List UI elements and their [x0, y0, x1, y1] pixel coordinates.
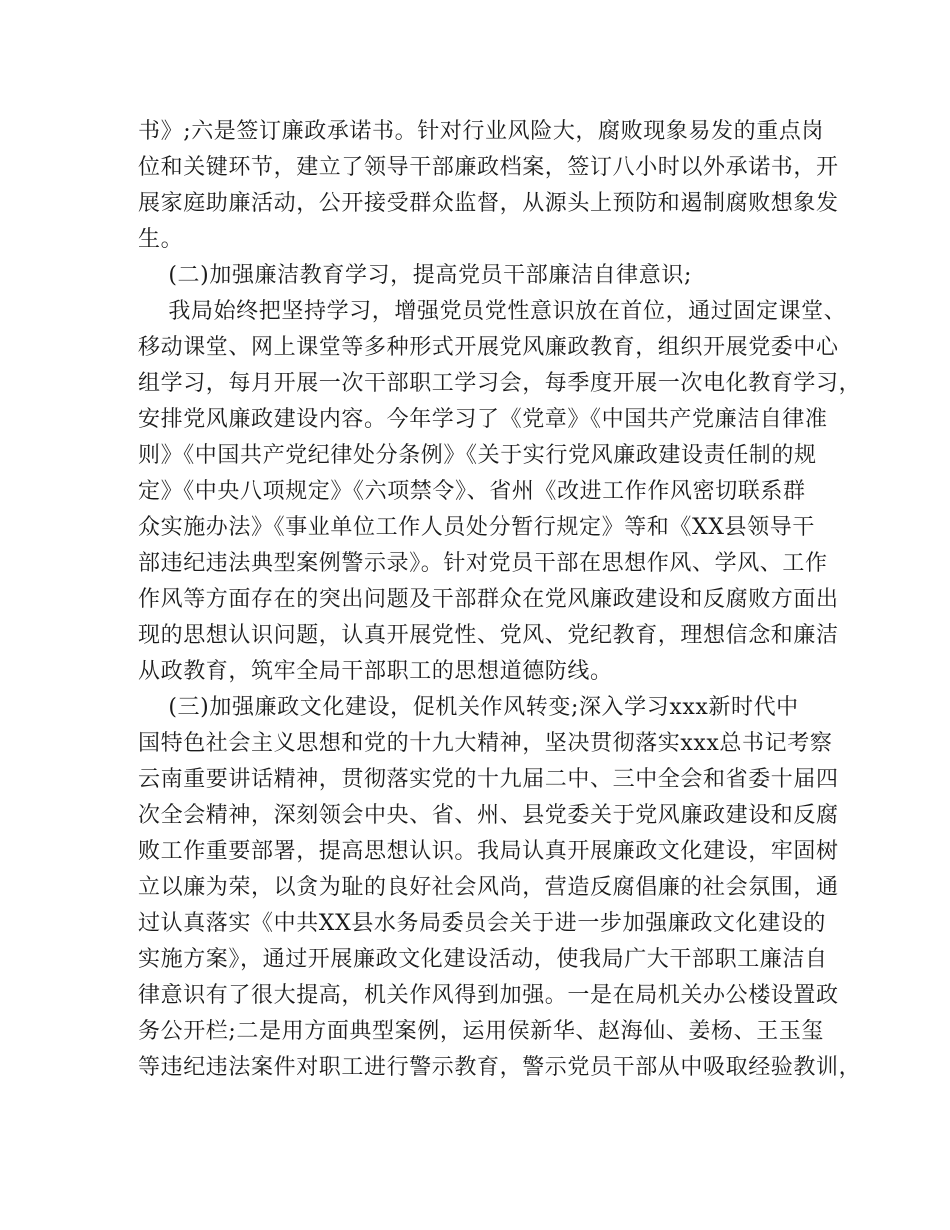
text-line: 组学习，每月开展一次干部职工学习会，每季度开展一次电化教育学习， — [138, 371, 862, 396]
text-line: 国特色社会主义思想和党的十九大精神，坚决贯彻落实xxx总书记考察 — [138, 731, 833, 756]
text-line: 书》;六是签订廉政承诺书。针对行业风险大，腐败现象易发的重点岗 — [138, 119, 825, 144]
text-line: 众实施办法》《事业单位工作人员处分暂行规定》等和《XX县领导干 — [138, 515, 815, 540]
text-line: 部违纪违法典型案例警示录》。针对党员干部在思想作风、学风、工作 — [138, 551, 828, 576]
text-line: 次全会精神，深刻领会中央、省、州、县党委关于党风廉政建设和反腐 — [138, 803, 839, 828]
text-line: 律意识有了很大提高，机关作风得到加强。一是在局机关办公楼设置政 — [138, 983, 839, 1008]
text-line: 作风等方面存在的突出问题及干部群众在党风廉政建设和反腐败方面出 — [138, 587, 839, 612]
text-line: 从政教育，筑牢全局干部职工的思想道德防线。 — [138, 659, 613, 684]
text-line: 生。 — [138, 227, 184, 252]
text-line: 败工作重要部署，提高思想认识。我局认真开展廉政文化建设，牢固树 — [138, 839, 839, 864]
text-line: 移动课堂、网上课堂等多种形式开展党风廉政教育，组织开展党委中心 — [138, 335, 839, 360]
text-line: 则》《中国共产党纪律处分条例》《关于实行党风廉政建设责任制的规 — [138, 443, 817, 468]
text-line: 展家庭助廉活动，公开接受群众监督，从源头上预防和遏制腐败想象发 — [138, 191, 839, 216]
text-line: 我局始终把坚持学习，增强党员党性意识放在首位，通过固定课堂、 — [138, 299, 847, 324]
text-line: 云南重要讲话精神，贯彻落实党的十九届二中、三中全会和省委十届四 — [138, 767, 839, 792]
text-line: 过认真落实《中共XX县水务局委员会关于进一步加强廉政文化建设的 — [138, 911, 826, 936]
text-line: 安排党风廉政建设内容。今年学习了《党章》《中国共产党廉洁自律准 — [138, 407, 828, 432]
text-line: 定》《中央八项规定》《六项禁令》、省州《改进工作作风密切联系群 — [138, 479, 806, 504]
text-line: 务公开栏;二是用方面典型案例，运用侯新华、赵海仙、姜杨、王玉玺 — [138, 1019, 825, 1044]
text-line: 位和关键环节，建立了领导干部廉政档案，签订八小时以外承诺书，开 — [138, 155, 839, 180]
text-line: 实施方案》，通过开展廉政文化建设活动，使我局广大干部职工廉洁自 — [138, 947, 828, 972]
text-line: (二)加强廉洁教育学习，提高党员干部廉洁自律意识; — [138, 263, 692, 288]
text-line: 现的思想认识问题，认真开展党性、党风、党纪教育，理想信念和廉洁 — [138, 623, 839, 648]
text-line: 等违纪违法案件对职工进行警示教育，警示党员干部从中吸取经验教训， — [138, 1055, 862, 1080]
text-line: 立以廉为荣，以贪为耻的良好社会风尚，营造反腐倡廉的社会氛围，通 — [138, 875, 839, 900]
text-line: (三)加强廉政文化建设，促机关作风转变;深入学习xxx新时代中 — [138, 695, 799, 720]
body-text — [138, 114, 862, 1086]
